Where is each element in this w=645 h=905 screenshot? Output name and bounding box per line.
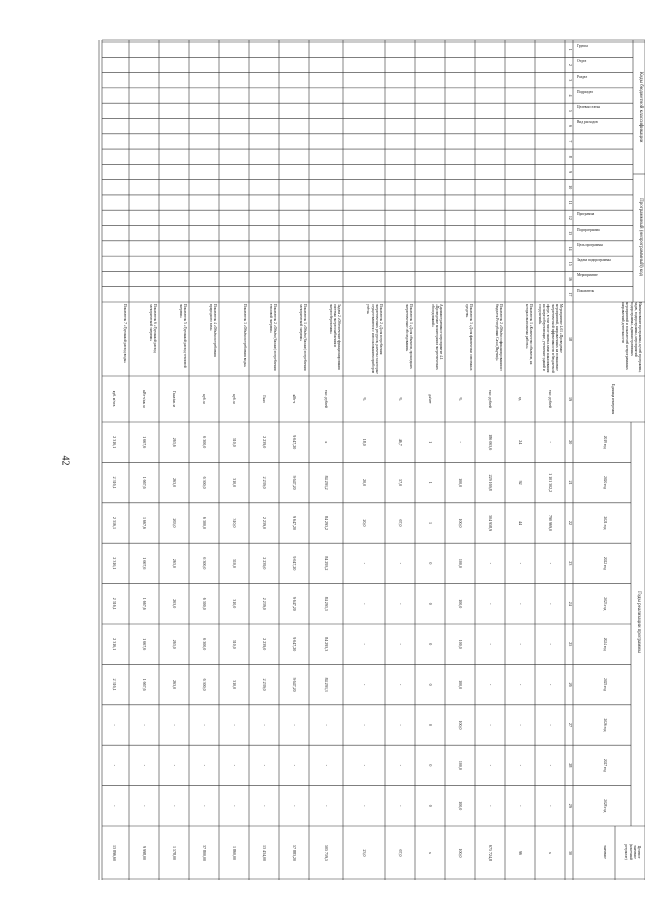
- row-value: -: [398, 643, 403, 645]
- year-header: 2021 год: [603, 516, 607, 530]
- column-number: 3: [568, 79, 573, 82]
- row-value: 2 239,0: [262, 597, 267, 610]
- row-value: 229 169,8: [488, 474, 493, 491]
- row-value: -: [548, 603, 553, 605]
- row-value: 100,0: [458, 720, 463, 730]
- row-value: -: [488, 805, 493, 807]
- column-number: 1: [568, 48, 573, 51]
- row-value: -: [398, 562, 403, 565]
- row-unit: %: [362, 397, 366, 401]
- row-value: 263,6: [172, 437, 177, 447]
- row-value: 37 800,00: [202, 845, 207, 861]
- row-value: -: [488, 562, 493, 565]
- row-value: 100,0: [458, 478, 463, 488]
- row-value: 18,0: [362, 438, 367, 446]
- row-value: -: [324, 805, 329, 807]
- column-number: 23: [568, 561, 573, 566]
- code-subheader: Цель программы: [577, 242, 603, 247]
- row-value: 57,0: [398, 479, 403, 487]
- row-value: -: [548, 562, 553, 565]
- year-header: 2028 год: [603, 799, 607, 813]
- row-value: 2 316,1: [112, 597, 117, 610]
- column-number: 28: [568, 763, 573, 768]
- row-value: 310,0: [232, 599, 237, 609]
- row-value: -: [142, 805, 147, 807]
- page-number: 42: [59, 455, 71, 466]
- column-number: 17: [568, 292, 573, 297]
- row-unit: ед.: [518, 396, 522, 402]
- code-subheader: Подпрограмма: [577, 227, 600, 232]
- row-value: 2 316,1: [112, 476, 117, 489]
- row-value: -: [488, 683, 493, 686]
- row-value: -: [548, 764, 553, 767]
- row-value: -: [518, 643, 523, 645]
- row-value: -: [398, 805, 403, 807]
- row-value: 23,0: [362, 849, 367, 857]
- row-value: 100,0: [458, 801, 463, 811]
- row-value: 1 667,6: [142, 557, 147, 570]
- row-value: 310,0: [232, 558, 237, 568]
- row-value: -: [232, 724, 237, 726]
- row-value: 24: [518, 440, 523, 445]
- row-value: -: [324, 724, 329, 726]
- row-value: -: [518, 562, 523, 565]
- row-value: 0: [428, 804, 433, 807]
- row-value: 84 293,3: [324, 596, 329, 611]
- row-value: -: [362, 805, 367, 807]
- row-value: 100,0: [458, 760, 463, 770]
- column-number: 13: [568, 231, 573, 236]
- row-name: Показатель 1 «Объём (баланс) потребления электрической энергии»: [298, 304, 307, 371]
- code-subheader: Отдел: [577, 59, 587, 64]
- budget-class-header: Коды бюджетной классификации: [638, 71, 643, 143]
- row-value: 1 667,6: [142, 516, 147, 529]
- code-subheader: Мероприятие: [577, 273, 598, 278]
- row-value: -: [488, 724, 493, 726]
- row-value: 9 647,20: [292, 435, 297, 450]
- row-value: 1 667,6: [142, 476, 147, 489]
- column-number: 24: [568, 601, 573, 606]
- row-value: -: [518, 764, 523, 767]
- row-unit: тыс. рублей: [548, 390, 552, 408]
- row-value: 9 647,20: [292, 596, 297, 611]
- row-name: Показатель 3 «Доля фактически освоенных средств»: [464, 304, 473, 371]
- row-value: -: [362, 724, 367, 726]
- row-value: 263,0: [172, 639, 177, 649]
- row-value: 2 316,1: [112, 678, 117, 691]
- row-value: 100,0: [458, 639, 463, 649]
- row-value: 2 239,0: [262, 678, 267, 691]
- program-code-header: Программный (непрограммный) код: [638, 198, 643, 276]
- row-value: 20,0: [362, 519, 367, 527]
- row-value: -: [362, 603, 367, 605]
- row-value: 263,0: [172, 518, 177, 528]
- row-value: 310,0: [232, 680, 237, 690]
- row-value: 2 239,0: [262, 516, 267, 529]
- column-number: 29: [568, 803, 573, 808]
- row-value: 1: [428, 481, 433, 484]
- row-value: -: [202, 764, 207, 767]
- row-value: -: [362, 683, 367, 686]
- row-value: -: [488, 764, 493, 767]
- code-subheader: Целевая статья: [577, 105, 600, 110]
- row-value: х: [548, 852, 553, 854]
- row-value: 57 883,20: [292, 845, 297, 861]
- row-value: 6 300,0: [202, 436, 207, 449]
- name-header: Наименование программы, целей программы, задач, подпрограммы, мероприятий подпрограммы, административных мероприятий и показателей непрограммных направлений деятельности: [621, 302, 642, 373]
- year-header: 2019 год: [603, 435, 607, 449]
- row-value: 1 667,6: [142, 597, 147, 610]
- row-value: -: [398, 764, 403, 767]
- row-value: 505 759,5: [324, 845, 329, 861]
- row-value: 1: [428, 521, 433, 524]
- row-value: 9 647,20: [292, 556, 297, 571]
- row-value: 100,0: [458, 558, 463, 568]
- row-value: 263,0: [172, 478, 177, 488]
- row-value: 44: [518, 520, 523, 525]
- row-value: -: [202, 724, 207, 726]
- row-value: 84 293,2: [324, 475, 329, 490]
- row-value: 2 316,1: [112, 557, 117, 570]
- row-unit: куб. м: [232, 394, 236, 404]
- row-value: -: [292, 805, 297, 807]
- column-number: 25: [568, 642, 573, 647]
- column-number: 12: [568, 215, 573, 220]
- code-subheader: Раздел: [577, 74, 588, 79]
- row-value: 20,0: [362, 479, 367, 487]
- row-value: 6 300,0: [202, 597, 207, 610]
- row-value: -: [548, 805, 553, 807]
- row-value: 100,0: [458, 599, 463, 609]
- row-value: 2 239,0: [262, 557, 267, 570]
- row-value: -: [262, 724, 267, 726]
- column-number: 27: [568, 723, 573, 727]
- row-value: -: [518, 683, 523, 686]
- column-number: 8: [568, 155, 573, 158]
- row-name: Показатель 7 «Удельный расход воды»: [123, 304, 127, 364]
- row-name: Показатель 4 «Объём потребления природного газа»: [208, 304, 217, 357]
- row-name: Показатель 3 «Объём потребления воды»: [243, 304, 247, 368]
- row-value: -: [488, 643, 493, 645]
- row-unit: %: [398, 397, 402, 401]
- row-value: 2 239,0: [262, 638, 267, 651]
- row-value: -: [142, 724, 147, 726]
- row-unit: кВт·ч: [292, 394, 296, 404]
- row-value: 1 667,6: [142, 436, 147, 449]
- row-value: 0: [428, 562, 433, 565]
- row-value: -: [262, 805, 267, 807]
- row-value: 84 293,2: [324, 515, 329, 530]
- row-value: -: [362, 643, 367, 645]
- row-name: Показатель 6 «Удельный расход электрической энергии»: [148, 304, 157, 353]
- code-subheader: Подраздел: [577, 89, 594, 94]
- row-value: 6 300,0: [202, 678, 207, 691]
- row-unit: да/нет: [428, 394, 432, 404]
- column-number: 9: [568, 171, 573, 173]
- row-value: -: [172, 805, 177, 807]
- code-subheader: Задача подпрограммы: [577, 258, 611, 263]
- row-value: -: [142, 764, 147, 767]
- row-value: 100,0: [458, 680, 463, 690]
- row-name: Показатель 1 «Доля объектов, прошедших энергетические обследования»: [404, 304, 413, 369]
- row-value: 9 998,00: [142, 846, 147, 860]
- table-grid: [100, 40, 645, 880]
- code-subheader: Показатель: [577, 288, 595, 293]
- row-unit: тыс. рублей: [324, 390, 328, 408]
- row-value: -: [232, 805, 237, 807]
- row-value: 790 969,0: [548, 514, 553, 531]
- row-value: 13 896,60: [112, 845, 117, 861]
- row-value: -: [458, 441, 463, 443]
- row-value: -: [362, 764, 367, 767]
- row-value: -: [518, 603, 523, 605]
- row-unit: Гкал: [262, 395, 266, 403]
- row-value: 1 101 302,2: [548, 473, 553, 493]
- final-col-line-4: результат): [624, 844, 629, 860]
- row-value: 1 667,6: [142, 638, 147, 651]
- row-name: Показатель 2 «Объём (баланс) потребления тепловой энергии»: [268, 304, 277, 371]
- row-value: -: [362, 562, 367, 565]
- row-value: -: [398, 724, 403, 726]
- final-sub-header: значение: [603, 845, 607, 859]
- row-value: 9 647,20: [292, 475, 297, 490]
- column-number: 2: [568, 63, 573, 66]
- year-header: 2027 год: [603, 758, 607, 772]
- year-header: 2026 год: [603, 718, 607, 732]
- row-value: 310,0: [232, 478, 237, 488]
- row-value: 9 647,20: [292, 637, 297, 652]
- unit-header: Единица измерения: [611, 383, 615, 415]
- row-value: х: [324, 441, 329, 444]
- row-value: 2 316,1: [112, 436, 117, 449]
- row-value: -: [324, 764, 329, 767]
- row-value: -: [112, 724, 117, 726]
- row-value: -: [548, 683, 553, 686]
- code-subheader: Вид расходов: [577, 120, 598, 125]
- row-unit: куб. м: [202, 394, 206, 404]
- row-value: 310,0: [232, 639, 237, 649]
- column-number: 18: [568, 337, 573, 341]
- row-value: х: [428, 852, 433, 854]
- column-number: 22: [568, 521, 573, 525]
- row-value: -: [398, 683, 403, 686]
- year-header: 2023 год: [603, 597, 607, 611]
- row-value: 92: [518, 480, 523, 485]
- column-number: 19: [568, 397, 573, 401]
- row-value: 100,0: [458, 848, 463, 858]
- row-value: -: [172, 764, 177, 767]
- row-value: 6 300,0: [202, 476, 207, 489]
- row-value: 310,0: [232, 518, 237, 528]
- row-name: Административное мероприятие 4.1 «Проведение мониторинга энергетических обследований»: [430, 304, 443, 370]
- row-value: 0: [428, 643, 433, 646]
- row-value: 67,0: [398, 519, 403, 527]
- row-value: 1 578,00: [172, 846, 177, 860]
- row-value: -: [112, 764, 117, 767]
- code-subheader: Группа: [577, 44, 588, 48]
- row-value: -: [262, 764, 267, 767]
- year-header: 2022 год: [603, 556, 607, 570]
- row-unit: %: [458, 397, 462, 401]
- row-value: -: [548, 724, 553, 726]
- year-header: 2020 год: [603, 476, 607, 490]
- column-number: 20: [568, 440, 573, 445]
- row-value: -: [518, 805, 523, 807]
- row-value: 0: [428, 764, 433, 767]
- row-value: 84 293,2: [324, 556, 329, 571]
- final-col-line-3: (конечный: [628, 843, 633, 861]
- code-subheader: Программа: [577, 212, 595, 217]
- final-col-line-1: Целевое: [637, 845, 641, 859]
- row-value: 310,0: [232, 437, 237, 447]
- row-value: 84 293,3: [324, 677, 329, 692]
- row-value: -: [518, 724, 523, 726]
- row-value: 13 434,00: [262, 845, 267, 861]
- row-value: 9 647,20: [292, 677, 297, 692]
- row-value: 6 300,0: [202, 557, 207, 570]
- row-value: 0: [428, 602, 433, 605]
- row-value: 67,0: [398, 849, 403, 857]
- row-unit: тыс. рублей: [488, 390, 492, 408]
- row-unit: Гкал/кв. м: [172, 391, 176, 407]
- column-number: 15: [568, 261, 573, 266]
- row-value: 304 958,9: [488, 514, 493, 531]
- row-value: 263,0: [172, 558, 177, 568]
- row-value: 9 647,20: [292, 515, 297, 530]
- row-value: 84 293,3: [324, 637, 329, 652]
- row-value: 2 316,1: [112, 638, 117, 651]
- final-col-header: [624, 826, 641, 878]
- year-header: 2024 год: [603, 637, 607, 651]
- row-value: 1 860,00: [232, 846, 237, 860]
- row-value: -: [112, 805, 117, 807]
- row-value: 675 724,8: [488, 845, 493, 861]
- row-value: -: [202, 805, 207, 807]
- column-number: 14: [568, 246, 573, 251]
- row-value: -: [488, 603, 493, 605]
- row-value: 6 300,0: [202, 516, 207, 529]
- column-number: 30: [568, 851, 573, 855]
- column-number: 21: [568, 480, 573, 485]
- row-value: -: [292, 724, 297, 726]
- column-number: 16: [568, 277, 573, 282]
- row-value: 6 300,0: [202, 638, 207, 651]
- row-value: 0: [428, 723, 433, 726]
- row-name: Мероприятие 4.01 «Проведение мероприятий, направленных на повышение энергетической эффективности в бюджетной сфере, в том числе замена ламп накаливания на энергосберегающие, утепление зданий и сооружений»: [537, 304, 563, 374]
- column-number: 10: [568, 185, 573, 190]
- row-value: 0: [428, 683, 433, 686]
- row-value: -: [292, 764, 297, 767]
- row-value: -: [172, 724, 177, 726]
- row-value: 2 239,0: [262, 476, 267, 489]
- row-unit: куб. м/чел.: [112, 390, 116, 408]
- funding-header: Годы реализации программы: [636, 591, 641, 653]
- row-value: 186 063,6: [488, 434, 493, 451]
- column-number: 26: [568, 682, 573, 687]
- column-number: 6: [568, 125, 573, 128]
- column-number: 7: [568, 140, 573, 143]
- row-name: Показатель 1 «Количество объектов, на которых выполнены работы»: [524, 304, 533, 365]
- column-number: 11: [568, 200, 573, 205]
- row-value: 1 667,6: [142, 678, 147, 691]
- landscape-table: [100, 40, 645, 880]
- column-number: 5: [568, 109, 573, 112]
- row-name: Показатель 2 «Объём софинансирования из бюджета Республики Саха (Якутия)»: [494, 304, 503, 371]
- rotated-page: [100, 40, 645, 880]
- row-value: 46,7: [398, 438, 403, 446]
- final-col-line-2: значение: [632, 845, 637, 859]
- row-value: 2 316,1: [112, 516, 117, 529]
- row-value: 2 239,0: [262, 436, 267, 449]
- year-header: 2025 год: [603, 678, 607, 692]
- row-value: -: [232, 764, 237, 767]
- row-name: Показатель 2 «Доля потребления энергетических ресурсов, расчеты за которые осуществляются с использованием приборов учёта»: [366, 304, 383, 374]
- row-unit: кВт·ч/кв. м: [142, 390, 146, 408]
- row-value: 1: [428, 441, 433, 444]
- row-name: Задача 2 «Обеспечение функционирования системы энергоснабжения и энергосбережения»: [328, 304, 341, 370]
- row-value: 100,0: [458, 518, 463, 528]
- column-number: 4: [568, 94, 573, 97]
- row-value: -: [398, 603, 403, 605]
- row-value: 263,0: [172, 599, 177, 609]
- row-name: Показатель 5 «Удельный расход тепловой энергии»: [178, 304, 187, 368]
- row-value: -: [548, 643, 553, 645]
- row-value: 263,0: [172, 680, 177, 690]
- row-value: -: [548, 441, 553, 443]
- row-value: 96: [518, 851, 523, 855]
